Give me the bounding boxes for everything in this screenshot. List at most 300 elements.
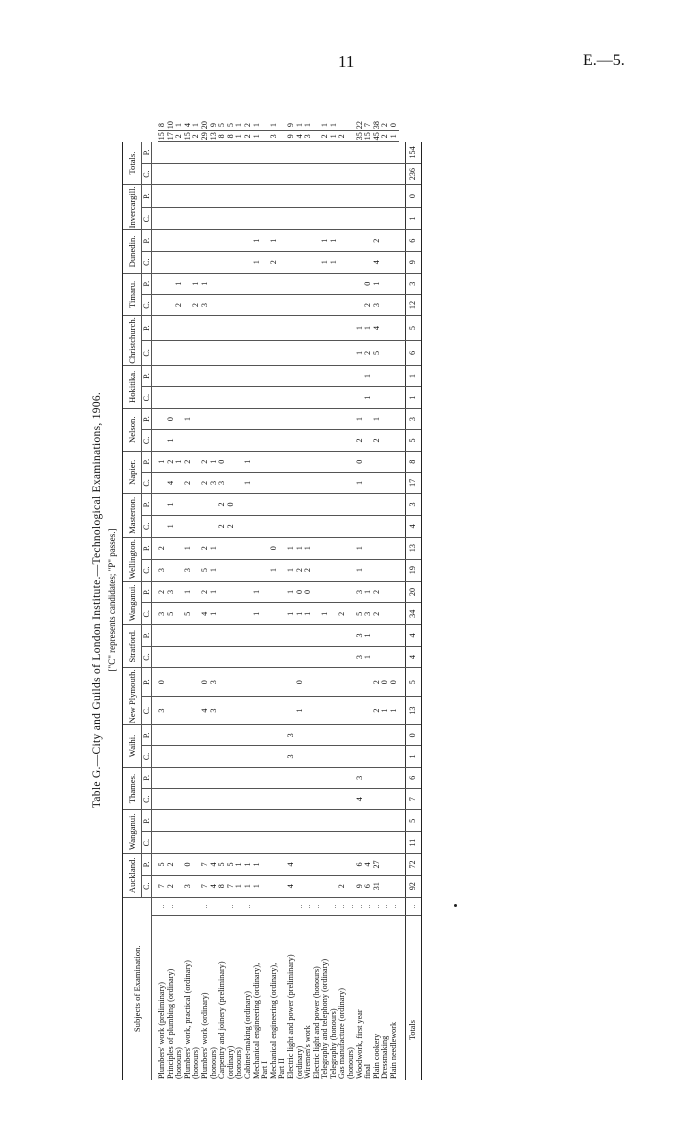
passes-subheader: P. [142,725,152,746]
data-cell [390,472,399,493]
data-cell: 3 [210,696,219,724]
data-cell [304,230,313,252]
data-cell [390,294,399,315]
data-cell: 3 [356,625,365,647]
data-cell [381,430,390,451]
data-cell [373,142,382,164]
candidates-subheader: C. [142,603,152,625]
data-cell [192,251,201,273]
data-cell [253,725,262,746]
data-cell: 1 [364,387,373,409]
data-cell [304,294,313,315]
data-cell [158,625,167,647]
data-cell [167,696,176,724]
table-row [364,120,373,1080]
data-cell [235,832,244,854]
data-cell: 1 [364,646,373,668]
data-cell: 2 [373,581,382,603]
candidates-subheader: C. [142,515,152,537]
data-cell [218,163,227,184]
data-cell [201,767,210,788]
data-cell [167,767,176,788]
district-column-header: Auckland. [123,854,142,897]
subject-column-header: Subjects of Examination. [123,897,152,1080]
data-cell: 4 [296,131,305,142]
data-cell [235,365,244,387]
data-cell [338,494,347,516]
data-cell [175,185,184,208]
data-cell: 1 [321,120,330,131]
data-cell [321,537,330,559]
data-cell [390,408,399,429]
data-cell [304,625,313,647]
data-cell [364,207,373,230]
data-cell: 2 [158,581,167,603]
data-cell: 2 [356,430,365,451]
data-cell: 15 [157,132,166,141]
data-cell [261,625,270,647]
data-cell [313,875,322,897]
data-cell [227,294,236,315]
data-cell [296,789,305,810]
data-cell: 1 [175,273,184,294]
leader-dots: .. [304,897,313,916]
data-cell [167,316,176,341]
data-cell: 154 [405,142,421,164]
leader-dots: .. [296,897,305,916]
data-cell [175,494,184,516]
data-cell: 5 [356,603,365,625]
data-cell [313,625,322,647]
data-cell [390,365,399,387]
subject-cell: Woodwork, first year [354,1009,364,1079]
data-cell [287,472,296,493]
data-cell: 72 [405,854,421,876]
data-cell [296,365,305,387]
data-cell [244,430,253,451]
data-cell [330,559,339,581]
data-cell [253,646,262,668]
data-cell: 2 [373,603,382,625]
data-cell [321,142,330,164]
data-cell [347,207,356,230]
data-cell [330,832,339,854]
data-cell [321,559,330,581]
data-cell [175,668,184,696]
data-cell [330,515,339,537]
data-cell: 0 [270,537,279,559]
data-cell [184,494,193,516]
data-cell [304,854,313,876]
data-cell: 20 [405,581,421,603]
data-cell [253,451,262,472]
data-cell [296,832,305,854]
data-cell: 1 [321,251,330,273]
data-cell [235,163,244,184]
data-cell: 2 [338,131,347,142]
data-cell [253,294,262,315]
data-cell: 3 [184,875,193,897]
leader-dots [278,897,287,916]
data-cell [381,725,390,746]
data-cell [201,625,210,647]
data-cell [313,472,322,493]
data-cell [381,163,390,184]
data-cell [278,668,287,696]
data-cell [390,559,399,581]
data-cell [304,668,313,696]
data-cell [321,789,330,810]
data-cell [321,668,330,696]
data-cell: 0 [184,854,193,876]
data-cell [192,832,201,854]
data-cell [201,408,210,429]
data-cell: 7 [405,789,421,810]
data-cell [381,515,390,537]
data-cell: 3 [210,472,219,493]
data-cell: 5 [184,603,193,625]
data-cell [227,387,236,409]
data-cell [261,789,270,810]
data-cell [261,207,270,230]
data-cell: 1 [235,120,244,131]
data-cell [330,581,339,603]
data-cell [278,207,287,230]
data-cell [175,207,184,230]
data-cell [235,537,244,559]
data-cell: 2 [192,131,201,142]
data-cell [235,559,244,581]
subject-cell: Mechanical engineering (ordinary), [251,962,261,1079]
data-cell [364,185,373,208]
data-cell [278,316,287,341]
data-cell [261,408,270,429]
data-cell [270,273,279,294]
leader-dots [261,897,270,916]
data-cell: 11 [405,832,421,854]
data-cell [192,316,201,341]
data-cell [296,230,305,252]
data-cell [218,142,227,164]
data-cell: 2 [175,131,184,142]
data-cell [338,273,347,294]
data-cell [347,365,356,387]
data-cell: 1 [167,430,176,451]
data-cell [192,230,201,252]
data-cell [210,789,219,810]
subject-cell: (honours) [346,1047,356,1079]
data-cell: 2 [244,131,253,142]
data-cell [253,365,262,387]
district-column-header: Masterton. [123,494,142,538]
data-cell [270,142,279,164]
data-cell [304,142,313,164]
data-cell [218,185,227,208]
data-cell [175,810,184,832]
passes-subheader: P. [142,451,152,472]
data-cell [184,207,193,230]
candidates-subheader: C. [142,251,152,273]
data-cell: 5 [227,120,236,131]
data-cell: 22 [354,121,364,130]
data-cell [278,789,287,810]
data-cell [381,207,390,230]
data-cell [227,472,236,493]
data-cell [270,451,279,472]
data-cell: 15 [182,132,192,141]
data-cell [210,767,219,788]
data-cell [201,142,210,164]
data-cell [158,789,167,810]
data-cell [330,294,339,315]
data-cell [227,430,236,451]
data-cell: 7 [364,120,373,131]
data-cell [184,365,193,387]
data-cell [218,294,227,315]
data-cell: 1 [330,131,339,142]
data-cell [296,646,305,668]
data-cell: 4 [287,854,296,876]
data-cell: 1 [356,472,365,493]
data-cell [235,668,244,696]
data-cell [313,494,322,516]
data-cell [253,273,262,294]
table-row [253,120,262,1080]
data-cell [175,789,184,810]
data-cell: 2 [296,559,305,581]
data-cell [321,875,330,897]
data-cell [261,875,270,897]
data-cell [373,451,382,472]
data-cell [227,559,236,581]
data-cell: 1 [253,131,262,142]
data-cell [192,767,201,788]
data-cell: 17 [165,132,175,141]
data-cell [218,789,227,810]
data-cell [192,207,201,230]
data-cell [184,515,193,537]
data-cell [304,832,313,854]
data-cell [390,316,399,341]
data-cell [201,163,210,184]
subject-cell: Part I [260,1061,270,1079]
leader-dots: .. [373,897,382,916]
data-cell [364,725,373,746]
data-cell [321,408,330,429]
data-cell [278,230,287,252]
data-cell [167,559,176,581]
data-cell [192,185,201,208]
data-cell [296,854,305,876]
data-cell: 1 [253,875,262,897]
data-cell: 2 [158,537,167,559]
leader-dots [270,897,279,916]
data-cell [175,365,184,387]
data-cell [244,625,253,647]
data-cell: 4 [364,854,373,876]
data-cell: 10 [165,121,175,130]
table-row [235,120,244,1080]
data-cell [158,832,167,854]
data-cell: 4 [210,875,219,897]
data-cell [381,646,390,668]
data-cell: 1 [184,581,193,603]
subject-cell: Carpentry and joinery (preliminary) [217,961,227,1079]
data-cell: 1 [287,559,296,581]
data-cell [304,430,313,451]
data-cell [390,273,399,294]
data-cell [313,163,322,184]
data-cell [338,294,347,315]
data-cell [235,294,244,315]
data-cell: 7 [158,875,167,897]
data-cell: 1 [364,365,373,387]
data-cell [390,603,399,625]
data-cell [261,494,270,516]
data-cell [270,625,279,647]
data-cell [227,316,236,341]
table-row [381,120,390,1080]
data-cell [321,207,330,230]
data-cell [296,294,305,315]
data-cell: 1 [175,451,184,472]
data-cell [330,696,339,724]
table-row [201,120,210,1080]
data-cell: 3 [373,294,382,315]
data-cell: 6 [356,854,365,876]
data-cell: 8 [218,131,227,142]
data-cell [304,163,313,184]
data-cell [235,746,244,767]
data-cell [373,725,382,746]
district-column-header: Hokitika. [123,365,142,408]
data-cell [201,494,210,516]
data-cell: 0 [405,185,421,208]
data-cell [201,387,210,409]
data-cell [321,646,330,668]
data-cell: 1 [244,472,253,493]
district-column-header: Stratford. [123,625,142,668]
data-cell: 1 [405,207,421,230]
data-cell: 38 [371,121,381,130]
data-cell [330,365,339,387]
data-cell [390,451,399,472]
data-cell: 1 [210,537,219,559]
data-cell [338,668,347,696]
data-cell [373,810,382,832]
data-cell [175,341,184,366]
data-cell [296,515,305,537]
data-cell [364,472,373,493]
subject-cell: Plumbers' work (ordinary) [199,992,209,1079]
table-caption: Table G.—City and Guilds of London Institute.—Technological Examinations, 1906. [91,391,103,809]
data-cell [227,603,236,625]
data-cell [192,725,201,746]
data-cell [390,142,399,164]
subject-cell: Principles of plumbing (ordinary) [165,968,175,1079]
data-cell [304,494,313,516]
data-cell: 3 [210,668,219,696]
data-cell [347,810,356,832]
candidates-subheader: C. [142,207,152,230]
data-cell [304,251,313,273]
data-cell: 9 [356,875,365,897]
data-cell [235,207,244,230]
data-cell: 1 [270,230,279,252]
table-row [347,120,356,1080]
data-cell [304,746,313,767]
data-cell: 1 [167,494,176,516]
passes-subheader: P. [142,142,152,164]
data-cell [261,430,270,451]
data-cell [167,142,176,164]
data-cell [184,789,193,810]
data-cell [356,515,365,537]
data-cell: 1 [158,451,167,472]
data-cell [287,387,296,409]
data-cell: 3 [184,559,193,581]
data-cell [390,854,399,876]
data-cell: 2 [184,451,193,472]
subject-cell: Plain needlework [389,1021,399,1079]
table-row [227,120,236,1080]
data-cell [381,746,390,767]
passes-subheader: P. [142,273,152,294]
data-cell [218,581,227,603]
data-cell [235,430,244,451]
passes-subheader: P. [142,854,152,876]
data-cell [390,185,399,208]
data-cell [381,387,390,409]
data-cell: 2 [304,559,313,581]
data-cell: 1 [356,316,365,341]
data-cell: 3 [405,273,421,294]
data-cell [313,646,322,668]
data-cell: 1 [330,251,339,273]
data-cell [278,451,287,472]
data-cell [330,854,339,876]
subject-cell: (honours) [191,1047,201,1079]
data-cell [184,746,193,767]
data-cell [167,537,176,559]
data-cell [210,142,219,164]
data-cell [390,789,399,810]
data-cell [338,387,347,409]
data-cell: 17 [405,472,421,493]
data-cell [261,725,270,746]
data-cell [158,316,167,341]
data-cell [338,142,347,164]
data-cell [270,515,279,537]
data-cell [175,316,184,341]
data-cell [261,341,270,366]
data-cell [338,472,347,493]
data-cell [321,746,330,767]
leader-dots [210,897,219,916]
data-cell [227,207,236,230]
data-cell [270,387,279,409]
data-cell: 5 [405,810,421,832]
data-cell [313,316,322,341]
data-cell [227,767,236,788]
data-cell [270,832,279,854]
data-cell: 3 [167,581,176,603]
data-cell [330,767,339,788]
data-cell: 1 [304,603,313,625]
data-cell: 1 [364,625,373,647]
data-cell [304,387,313,409]
data-cell [184,316,193,341]
